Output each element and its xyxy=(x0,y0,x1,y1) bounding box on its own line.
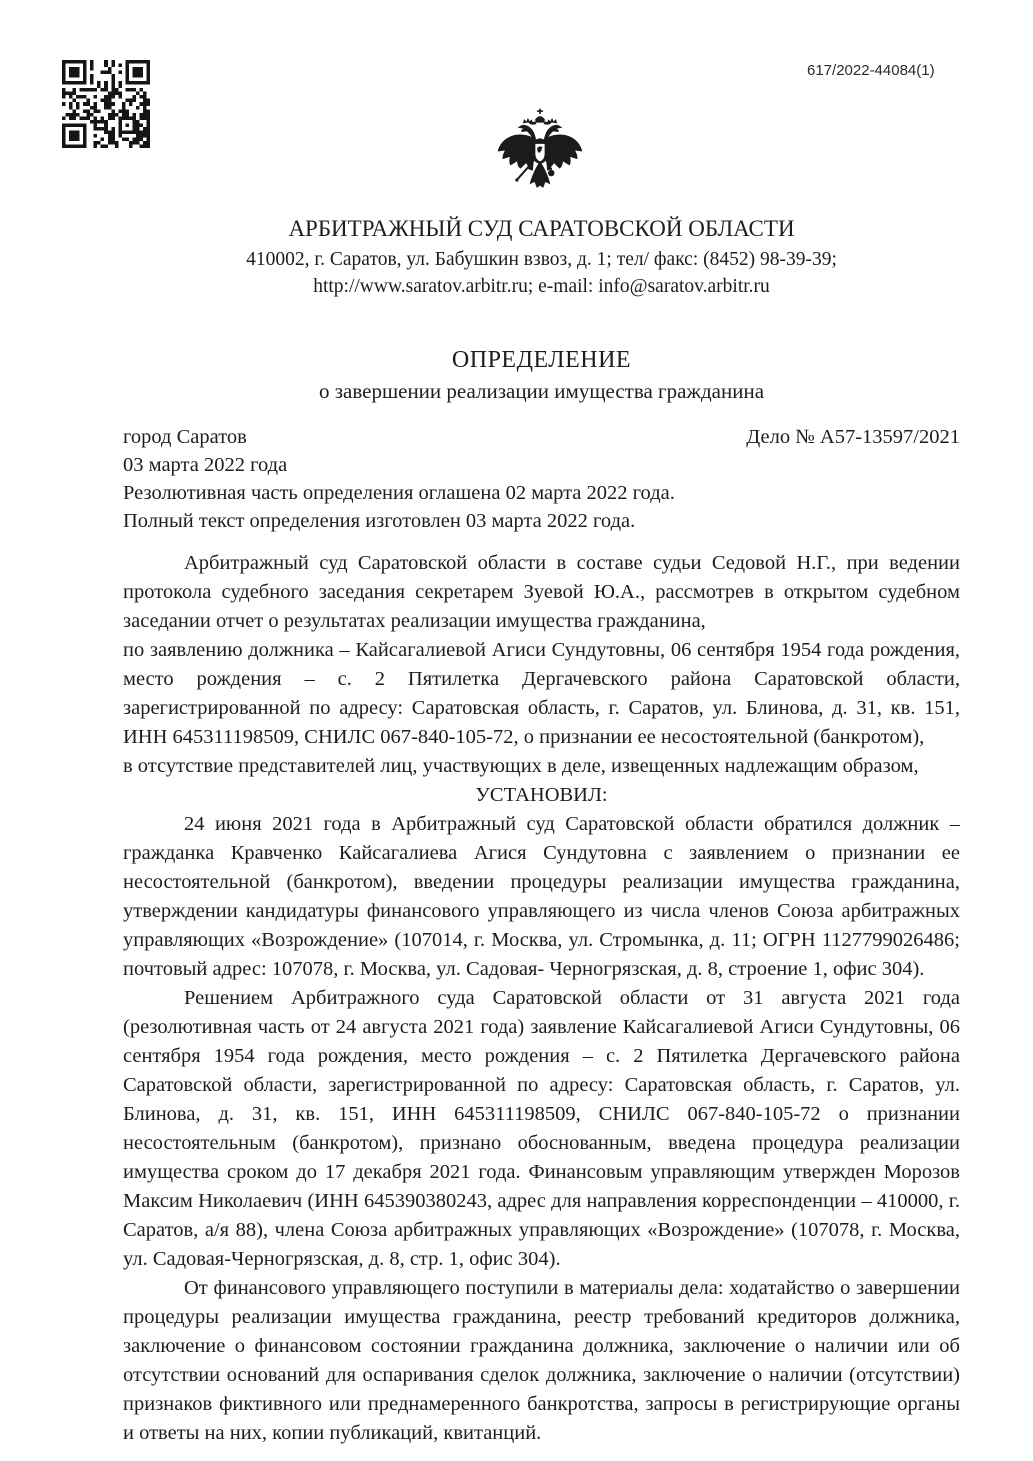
document-content xyxy=(123,0,960,1448)
court-address: 410002, г. Саратов, ул. Бабушкин взвоз, д. 1; тел/ факс: (8452) 98-39-39; xyxy=(246,249,837,270)
case-meta xyxy=(123,423,960,535)
court-header xyxy=(123,0,960,300)
body-paragraph: 24 июня 2021 года в Арбитражный суд Саратовской области обратился должник – гражданка Кравченко Кайсагалиева Агися Сундутовна с заявлением о признании ее несостоятельной (банкротом), введении процедуры реализации имущества гражданина, утверждении кандидатуры финансового управляющего из числа членов Союза арбитражных управляющих «Возрождение» (107014, г. Москва, ул. Стромынка, д. 11; ОГРН 1127799026486; почтовый адрес: 107078, г. Москва, ул. Садовая- Черногрязская, д. 8, строение 1, офис 304). xyxy=(123,813,960,980)
document-body xyxy=(123,549,960,1448)
document-title: ОПРЕДЕЛЕНИЕ xyxy=(451,347,632,373)
case-stamp: 617/2022-44084(1) xyxy=(807,62,935,79)
title-block xyxy=(123,345,960,405)
case-number: Дело № А57-13597/2021 xyxy=(746,426,960,448)
intro-paragraph: по заявлению должника – Кайсагалиевой Агиси Сундутовны, 06 сентября 1954 года рождения, место рождения – с. 2 Пятилетка Дергачевского района Саратовской области, зарегистрированной по адресу: Саратовская область, г. Саратов, ул. Блинова, д. 31, кв. 151, ИНН 645311198509, СНИЛС 067-840-105-72, о признании ее несостоятельной (банкротом), xyxy=(123,639,960,748)
city-label: город Саратов xyxy=(123,426,247,448)
body-paragraph: От финансового управляющего поступили в материалы дела: ходатайство о завершении процедуры реализации имущества гражданина, реестр требований кредиторов должника, заключение о финансовом состоянии гражданина должника, заключение о наличии или об отсутствии оснований для оспаривания сделок должника, заключение о наличии (отсутствии) признаков фиктивного или преднамеренного банкротства, запросы в регистрирующие органы и ответы на них, копии публикаций, квитанций. xyxy=(123,1277,960,1444)
court-name: АРБИТРАЖНЫЙ СУД САРАТОВСКОЙ ОБЛАСТИ xyxy=(288,216,795,241)
intro-paragraph: в отсутствие представителей лиц, участвующих в деле, извещенных надлежащим образом, xyxy=(123,755,919,777)
document-date: 03 марта 2022 года xyxy=(123,454,288,476)
ruling-heading: УСТАНОВИЛ: xyxy=(475,784,608,806)
document-subtitle: о завершении реализации имущества гражданина xyxy=(318,379,765,403)
resolution-announced-line: Резолютивная часть определения оглашена 02 марта 2022 года. xyxy=(123,482,675,504)
intro-paragraph: Арбитражный суд Саратовской области в составе судьи Седовой Н.Г., при ведении протокола судебного заседания секретарем Зуевой Ю.А., рассмотрев в открытом судебном заседании отчет о результатах реализации имущества гражданина, xyxy=(123,552,960,632)
full-text-line: Полный текст определения изготовлен 03 марта 2022 года. xyxy=(123,510,636,532)
court-contacts: http://www.saratov.arbitr.ru; e-mail: info@saratov.arbitr.ru xyxy=(313,276,770,297)
body-paragraph: Решением Арбитражного суда Саратовской области от 31 августа 2021 года (резолютивная часть от 24 августа 2021 года) заявление Кайсагалиевой Агиси Сундутовны, 06 сентября 1954 года рождения, место рождения – с. 2 Пятилетка Дергачевского района Саратовской области, зарегистрированной по адресу: Саратовская область, г. Саратов, ул. Блинова, д. 31, кв. 151, ИНН 645311198509, СНИЛС 067-840-105-72 о признании несостоятельным (банкротом), признано обоснованным, введена процедура реализации имущества сроком до 17 декабря 2021 года. Финансовым управляющим утвержден Морозов Максим Николаевич (ИНН 645390380243, адрес для направления корреспонденции – 410000, г. Саратов, а/я 88), члена Союза арбитражных управляющих «Возрождение» (107078, г. Москва, ул. Садовая-Черногрязская, д. 8, стр. 1, офис 304). xyxy=(123,987,960,1270)
